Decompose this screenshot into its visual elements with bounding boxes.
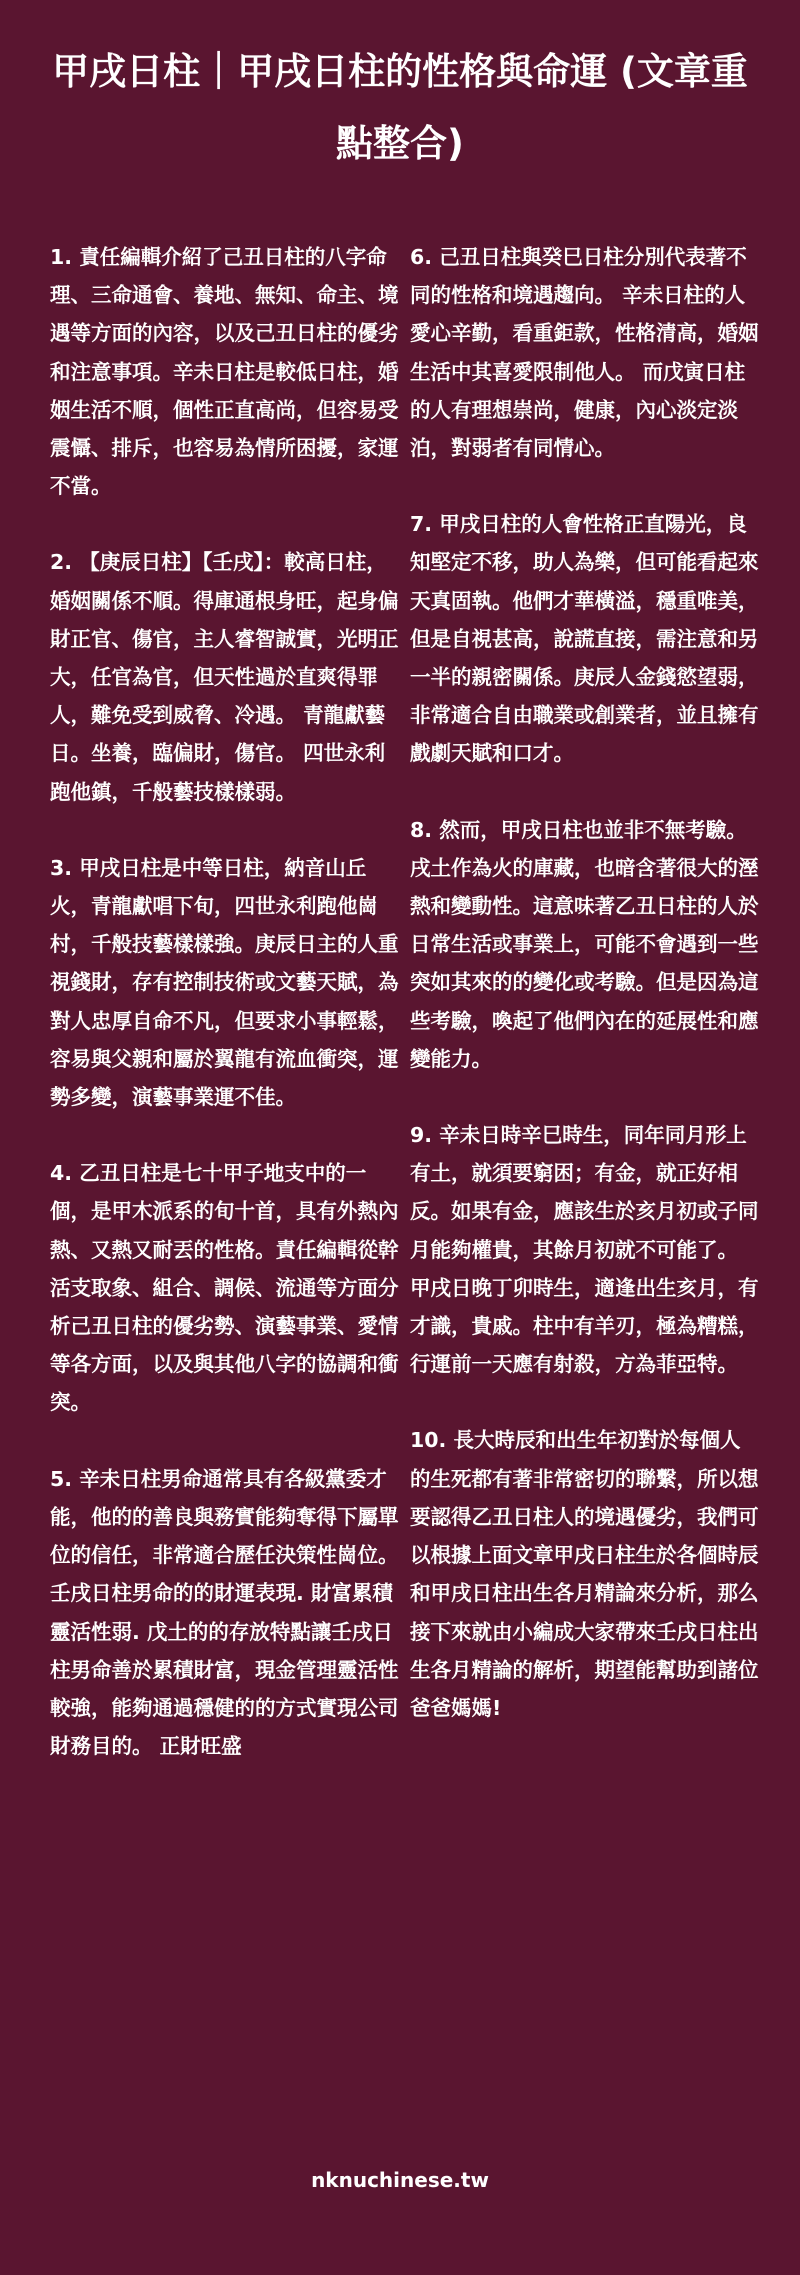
site-domain: nknuchinese.tw — [311, 2168, 489, 2192]
list-item-9: 9. 辛未日時辛巳時生，同年同月形上有土，就須要窮困；有金，就正好相反。如果有金，應該生於亥月初或子同月能夠權貴，其餘月初就不可能了。 甲戌日晚丁卯時生，適逢出生亥月，有才識，貴戚。柱中有羊刃，極為糟糕，行運前一天應有射殺，方為菲亞特。 — [410, 1123, 759, 1377]
list-item-1: 1. 責任編輯介紹了己丑日柱的八字命理、三命通會、養地、無知、命主、境遇等方面的內容，以及己丑日柱的優劣和注意事項。辛未日柱是較低日柱，婚姻生活不順，個性正直高尚，但容易受震懾、排斥，也容易為情所困擾，家運不當。 — [50, 245, 399, 499]
right-column — [410, 238, 760, 1765]
left-column — [50, 238, 400, 1803]
list-item-6: 6. 己丑日柱與癸巳日柱分別代表著不同的性格和境遇趨向。 辛未日柱的人愛心辛勤，看重鉅款，性格清高，婚姻生活中其喜愛限制他人。 而戊寅日柱的人有理想崇尚，健康，內心淡定淡泊，對弱者有同情心。 — [410, 245, 759, 461]
list-item-10: 10. 長大時辰和出生年初對於每個人的生死都有著非常密切的聯繫，所以想要認得乙丑日柱人的境遇優劣，我們可以根據上面文章甲戌日柱生於各個時辰和甲戌日柱出生各月精論來分析，那么接下來就由小編成大家帶來壬戌日柱出生各月精論的解析，期望能幫助到諸位爸爸媽媽! — [410, 1428, 759, 1720]
list-item-7: 7. 甲戌日柱的人會性格正直陽光，良知堅定不移，助人為樂，但可能看起來天真固執。他們才華橫溢，穩重唯美，但是自視甚高，說謊直接，需注意和另一半的親密關係。庚辰人金錢慾望弱，非常適合自由職業或創業者，並且擁有戲劇天賦和口才。 — [410, 512, 759, 766]
list-item-2: 2. 【庚辰日柱】【壬戌】：較高日柱，婚姻關係不順。得庫通根身旺，起身偏財正官、傷官，主人睿智誠實，光明正大，任官為官，但天性過於直爽得罪人，難免受到威脅、冷遇。 青龍獻藝日。坐養，臨偏財，傷官。 四世永利跑他鎮，千般藝技樣樣弱。 — [50, 550, 399, 804]
list-item-4: 4. 乙丑日柱是七十甲子地支中的一個，是甲木派系的旬十首，具有外熱內熱、又熱又耐丟的性格。責任編輯從幹活支取象、組合、調候、流通等方面分析己丑日柱的優劣勢、演藝事業、愛情等各方面，以及與其他八字的協調和衝突。 — [50, 1161, 399, 1415]
list-item-8: 8. 然而，甲戌日柱也並非不無考驗。戌土作為火的庫藏，也暗含著很大的溼熱和變動性。這意味著乙丑日柱的人於日常生活或事業上，可能不會遇到一些突如其來的的變化或考驗。但是因為這些考驗，喚起了他們內在的延展性和應變能力。 — [410, 817, 759, 1071]
page-title: 甲戌日柱｜甲戌日柱的性格與命運 (文章重點整合) — [52, 50, 748, 165]
list-item-5: 5. 辛未日柱男命通常具有各級黨委才能，他的的善良與務實能夠奪得下屬單位的信任，非常適合歷任決策性崗位。 壬戌日柱男命的的財運表現. 財富累積靈活性弱. 戊土的的存放特點讓壬戌日柱男命善於累積財富，現金管理靈活性較強，能夠通過穩健的的方式實現公司財務目的。 正財旺盛 — [50, 1466, 399, 1759]
list-item-3: 3. 甲戌日柱是中等日柱，納音山丘火，青龍獻唱下旬，四世永利跑他崗村，千般技藝樣樣強。庚辰日主的人重視錢財，存有控制技術或文藝天賦，為對人忠厚自命不凡，但要求小事輕鬆，容易與父親和屬於翼龍有流血衝突，運勢多變，演藝事業運不佳。 — [50, 855, 399, 1110]
